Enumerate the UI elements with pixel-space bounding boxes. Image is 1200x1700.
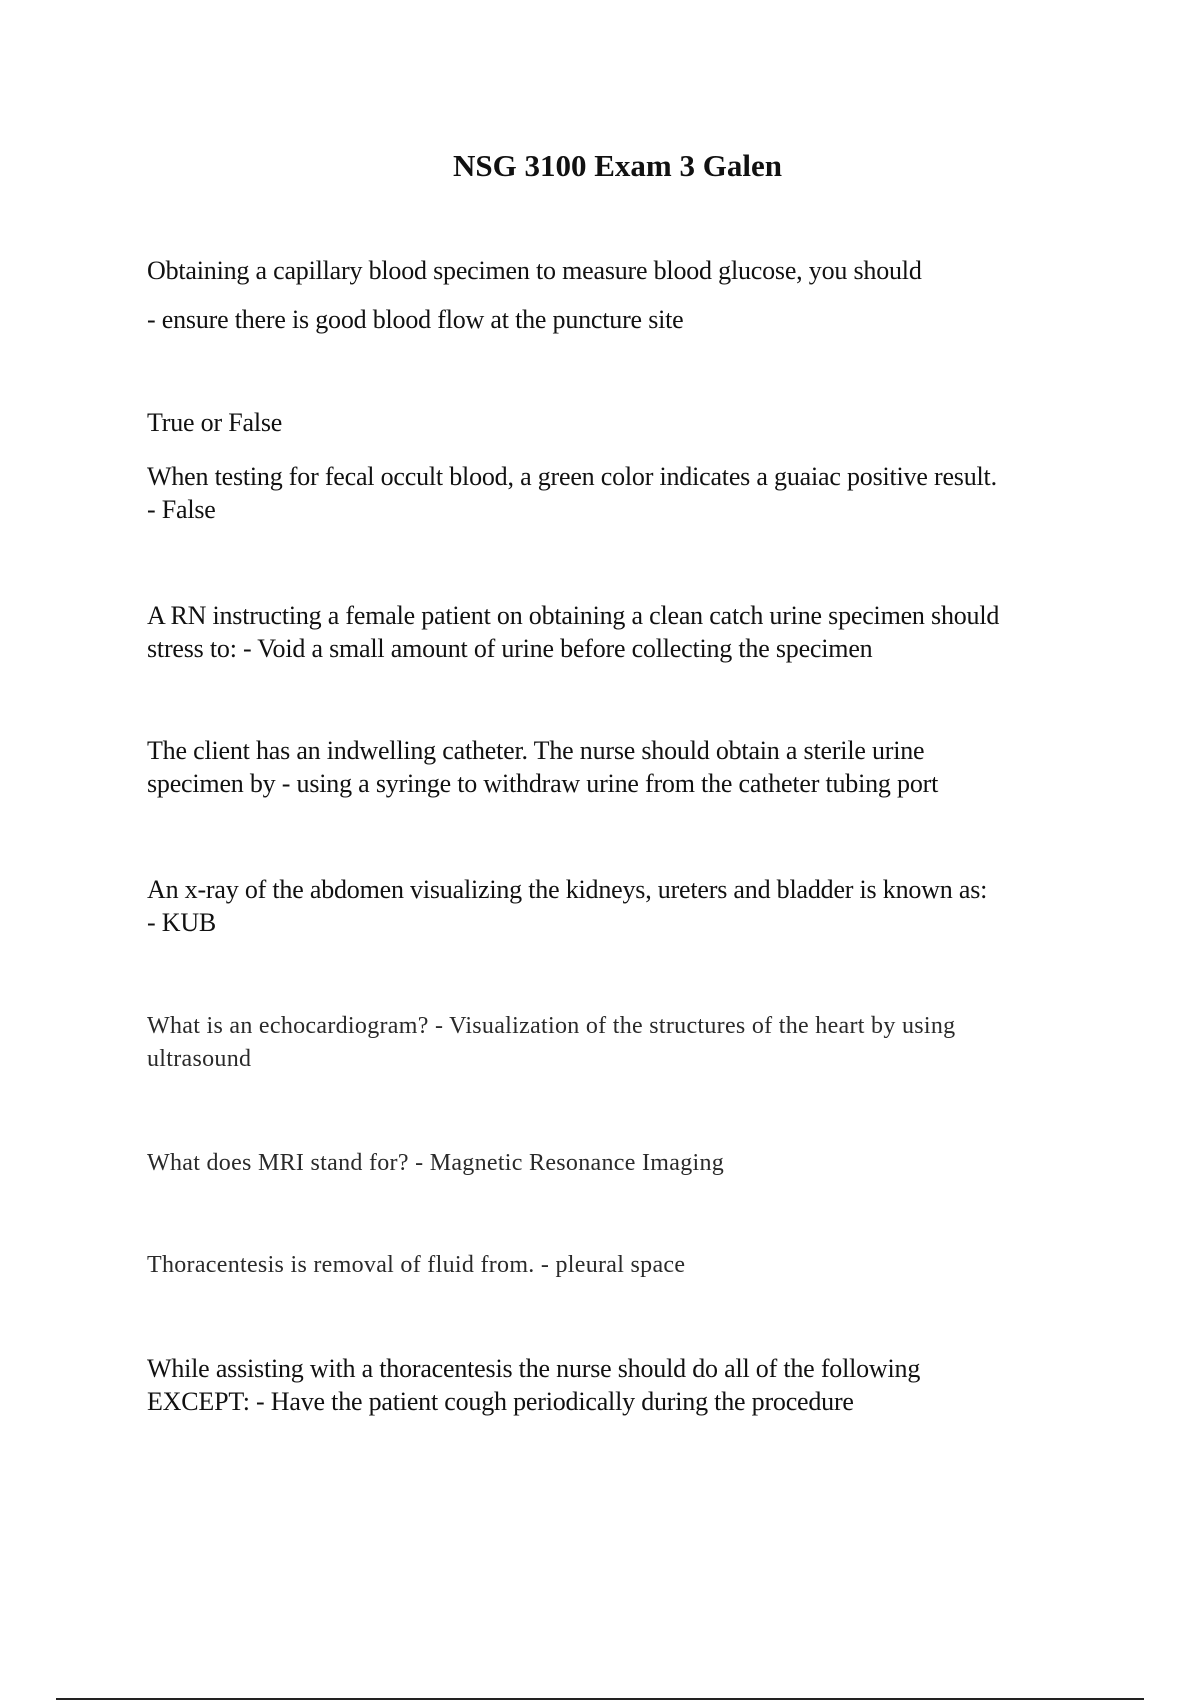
- question-line: When testing for fecal occult blood, a green color indicates a guaiac positive result.: [147, 462, 997, 491]
- question-line: An x-ray of the abdomen visualizing the kidneys, ureters and bladder is known as:: [147, 875, 988, 904]
- question-item: [147, 599, 1107, 665]
- question-item: [147, 1010, 1107, 1076]
- question-line: Thoracentesis is removal of fluid from. - pleural space: [147, 1252, 686, 1278]
- question-item: [147, 460, 1107, 526]
- question-line: A RN instructing a female patient on obtaining a clean catch urine specimen should: [147, 601, 1000, 630]
- question-line: The client has an indwelling catheter. The nurse should obtain a sterile urine: [147, 736, 925, 765]
- question-item: [147, 1249, 1107, 1282]
- question-item: [147, 406, 1107, 439]
- question-item: [147, 734, 1107, 800]
- question-line: specimen by - using a syringe to withdraw urine from the catheter tubing port: [147, 769, 939, 798]
- answer-line: - False: [147, 495, 216, 524]
- question-line: True or False: [147, 408, 283, 437]
- answer-line: ultrasound: [147, 1046, 252, 1072]
- question-line: stress to: - Void a small amount of urine before collecting the specimen: [147, 634, 873, 663]
- question-line: While assisting with a thoracentesis the nurse should do all of the following: [147, 1354, 921, 1383]
- question-item: [147, 254, 1107, 336]
- question-line: Obtaining a capillary blood specimen to measure blood glucose, you should: [147, 256, 922, 285]
- answer-line: - KUB: [147, 908, 217, 937]
- question-item: [147, 1147, 1107, 1180]
- question-line: What does MRI stand for? - Magnetic Resonance Imaging: [147, 1150, 725, 1176]
- question-item: [147, 1352, 1107, 1418]
- answer-line: - ensure there is good blood flow at the puncture site: [147, 305, 684, 334]
- question-line: What is an echocardiogram? - Visualization of the structures of the heart by using: [147, 1013, 956, 1039]
- question-item: [147, 873, 1107, 939]
- page-title: NSG 3100 Exam 3 Galen: [453, 148, 782, 183]
- question-line: EXCEPT: - Have the patient cough periodically during the procedure: [147, 1387, 854, 1416]
